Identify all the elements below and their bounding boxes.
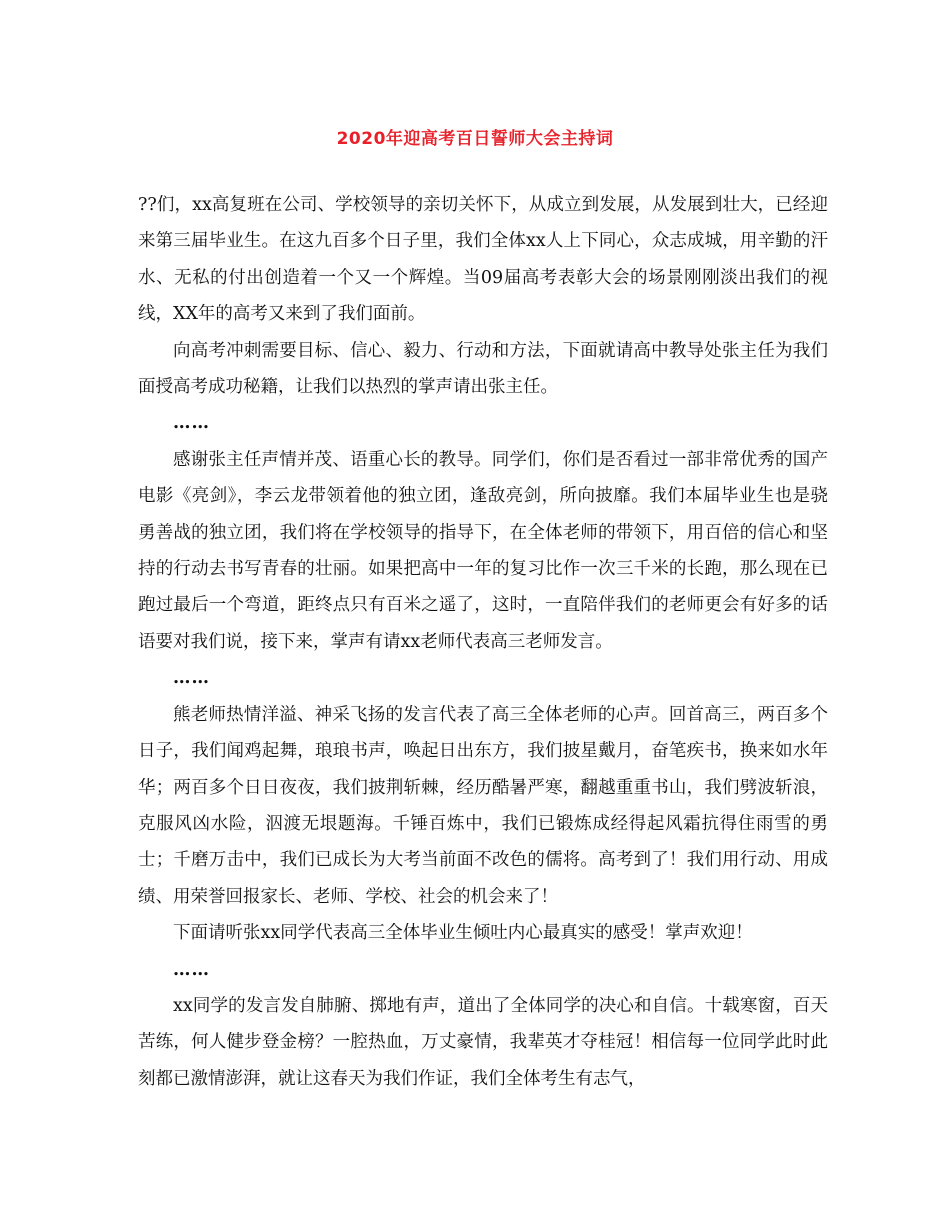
paragraph: xx同学的发言发自肺腑、掷地有声，道出了全体同学的决心和自信。十载寒窗，百天苦练，何人健步登金榜？一腔热血，万丈豪情，我辈英才夺桂冠！相信每一位同学此时此刻都已激情澎湃，就让这春天为我们作证，我们全体考生有志气， [138,995,828,1089]
document-title: 2020年迎高考百日誓师大会主持词 [336,129,614,149]
paragraph: 下面请听张xx同学代表高三全体毕业生倾吐内心最真实的感受！掌声欢迎！ [173,923,753,944]
ellipsis: …… [173,668,210,689]
document-body [138,187,828,1097]
paragraph: 向高考冲刺需要目标、信心、毅力、行动和方法，下面就请高中教导处张主任为我们面授高考成功秘籍，让我们以热烈的掌声请出张主任。 [138,340,828,398]
paragraph: 感谢张主任声情并茂、语重心长的教导。同学们，你们是否看过一部非常优秀的国产电影《亮剑》，李云龙带领着他的独立团，逢敌亮剑，所向披靡。我们本届毕业生也是骁勇善战的独立团，我们将在学校领导的指导下，在全体老师的带领下，用百倍的信心和坚持的行动去书写青春的壮丽。如果把高中一年的复习比作一次三千米的长跑，那么现在已跑过最后一个弯道，距终点只有百米之遥了，这时，一直陪伴我们的老师更会有好多的话语要对我们说，接下来，掌声有请xx老师代表高三老师发言。 [138,449,828,652]
paragraph-intro: ??们，xx高复班在公司、学校领导的亲切关怀下，从成立到发展，从发展到壮大，已经迎来第三届毕业生。在这九百多个日子里，我们全体xx人上下同心，众志成城，用辛勤的汗水、无私的付出创造着一个又一个辉煌。当09届高考表彰大会的场景刚刚淡出我们的视线，XX年的高考又来到了我们面前。 [138,195,828,325]
ellipsis: …… [173,959,210,980]
paragraph: 熊老师热情洋溢、神采飞扬的发言代表了高三全体老师的心声。回首高三，两百多个日子，我们闻鸡起舞，琅琅书声，唤起日出东方，我们披星戴月，奋笔疾书，换来如水年华；两百多个日日夜夜，我们披荆斩棘，经历酷暑严寒，翻越重重书山，我们劈波斩浪，克服风凶水险，泅渡无垠题海。千锤百炼中，我们已锻炼成经得起风霜抗得住雨雪的勇士；千磨万击中，我们已成长为大考当前面不改色的儒将。高考到了！我们用行动、用成绩、用荣誉回报家长、老师、学校、社会的机会来了！ [138,704,828,907]
ellipsis: …… [173,413,210,434]
